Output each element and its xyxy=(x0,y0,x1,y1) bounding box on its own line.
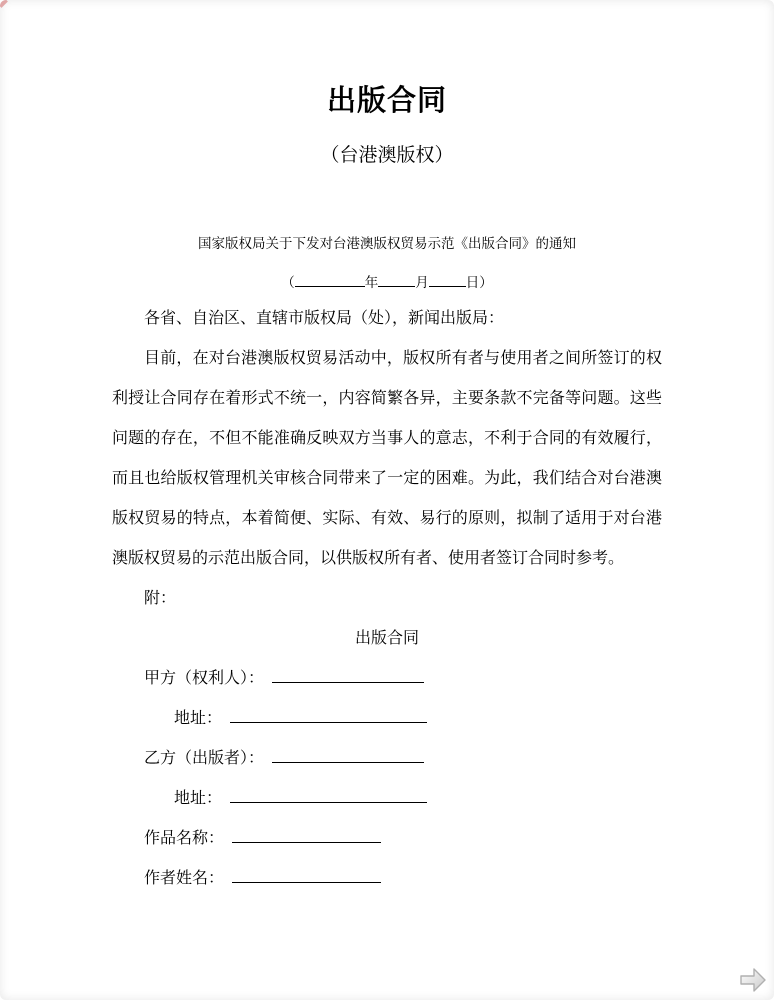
work-title-label: 作品名称： xyxy=(144,830,225,847)
author-name-blank xyxy=(232,867,381,883)
party-b-address-blank xyxy=(230,787,427,803)
document-subtitle: （台港澳版权） xyxy=(320,145,454,166)
date-day-label: 日 xyxy=(465,275,480,290)
form-row-party-a xyxy=(112,659,662,699)
notice-heading: 国家版权局关于下发对台港澳版权贸易示范《出版合同》的通知 xyxy=(198,236,576,251)
form-row-party-b-address xyxy=(112,779,662,819)
date-year-label: 年 xyxy=(364,275,379,290)
form-row-party-a-address xyxy=(112,699,662,739)
page-corner-artifact xyxy=(0,0,8,8)
form-row-party-b xyxy=(112,739,662,779)
party-a-label: 甲方（权利人）： xyxy=(144,670,265,687)
contract-heading: 出版合同 xyxy=(354,630,419,647)
date-month-label: 月 xyxy=(415,275,429,290)
party-b-label: 乙方（出版者）： xyxy=(144,750,265,767)
party-a-blank xyxy=(272,667,424,683)
date-month-blank xyxy=(378,273,415,287)
next-page-arrow-icon[interactable] xyxy=(738,966,768,995)
document-content xyxy=(112,0,662,899)
author-name-label: 作者姓名： xyxy=(144,870,225,887)
date-day-blank xyxy=(429,273,466,287)
date-year-blank xyxy=(295,273,365,287)
form-row-work-title xyxy=(112,819,662,859)
notice-date-line xyxy=(112,273,662,293)
date-close-paren: ） xyxy=(479,275,493,290)
body-paragraph: 目前，在对台港澳版权贸易活动中，版权所有者与使用者之间所签订的权利授让合同存在着形式不统一，内容简繁各异，主要条款不完备等问题。这些问题的存在，不但不能准确反映双方当事人的意志，不利于合同的有效履行，而且也给版权管理机关审核合同带来了一定的困难。为此，我们结合对台港澳版权贸易的特点，本着简便、实际、有效、易行的原则，拟制了适用于对台港澳版权贸易的示范出版合同，以供版权所有者、使用者签订合同时参考。 xyxy=(112,350,662,567)
document-title: 出版合同 xyxy=(326,85,447,117)
form-row-author-name xyxy=(112,859,662,899)
work-title-blank xyxy=(232,827,381,843)
date-open-paren: （ xyxy=(281,275,295,290)
party-a-address-label: 地址： xyxy=(174,710,223,727)
party-b-blank xyxy=(272,747,424,763)
salutation-line: 各省、自治区、直辖市版权局（处），新闻出版局： xyxy=(144,310,505,327)
party-b-address-label: 地址： xyxy=(174,790,223,807)
party-a-address-blank xyxy=(230,707,427,723)
attachment-label: 附： xyxy=(144,590,177,607)
